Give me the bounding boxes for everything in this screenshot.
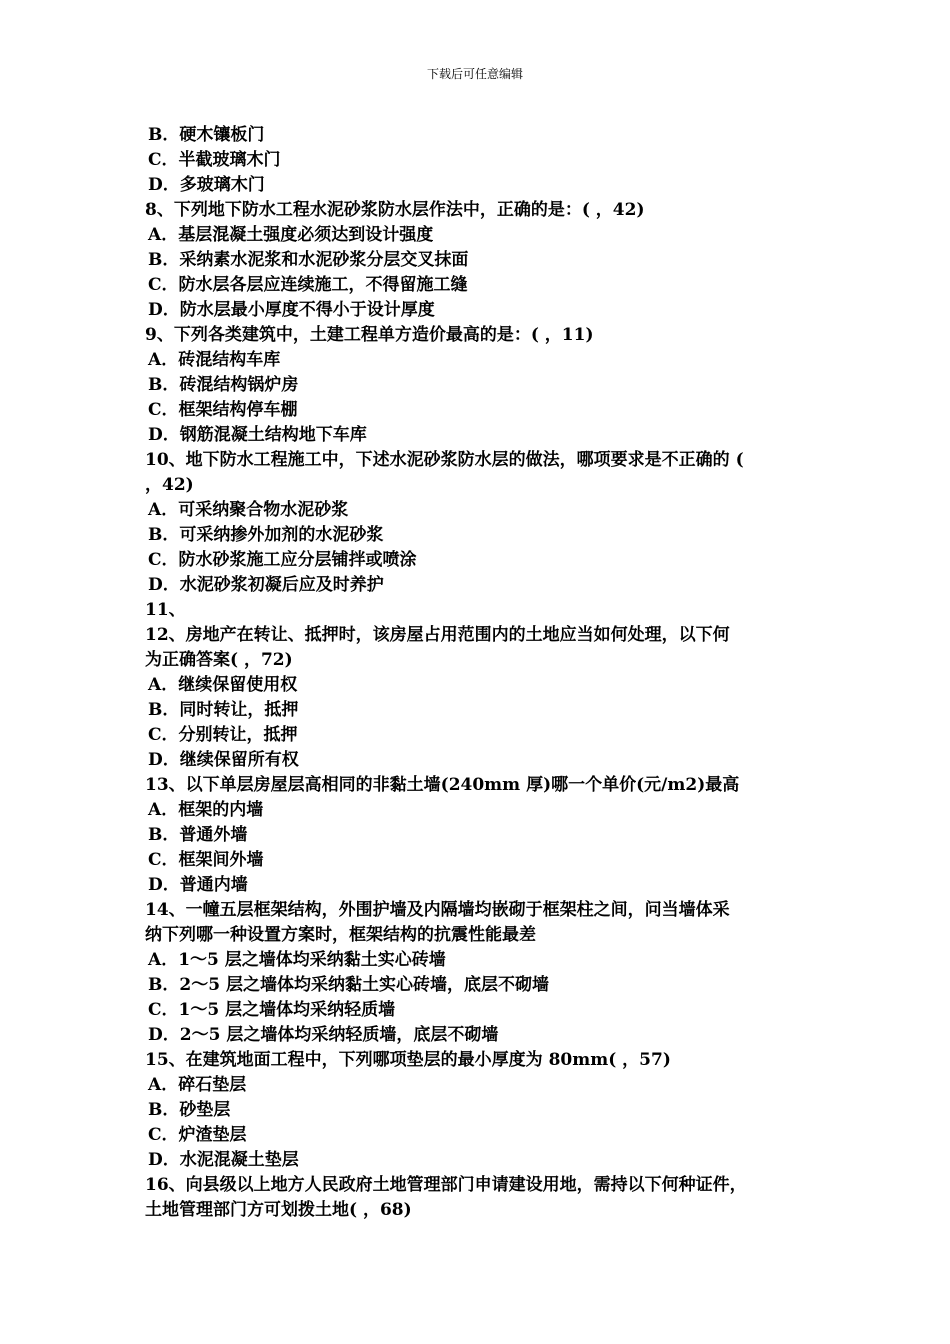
page-header: 下载后可任意编辑 <box>426 67 523 81</box>
question-text: 为正确答案( ，72) <box>145 650 293 670</box>
question-text: 12、房地产在转让、抵押时，该房屋占用范围内的土地应当如何处理，以下何 <box>145 625 730 645</box>
answer-option: B．采纳素水泥浆和水泥砂浆分层交叉抹面 <box>148 250 469 270</box>
question-text: 10、地下防水工程施工中，下述水泥砂浆防水层的做法，哪项要求是不正确的 ( <box>145 450 744 470</box>
question-text: 11、 <box>145 600 186 620</box>
answer-option: B．硬木镶板门 <box>148 125 265 145</box>
question-text: 16、向县级以上地方人民政府土地管理部门申请建设用地，需持以下何种证件， <box>145 1175 747 1195</box>
answer-option: C．炉渣垫层 <box>148 1125 247 1145</box>
answer-option: A．框架的内墙 <box>148 800 264 820</box>
question-text: 土地管理部门方可划拨土地( ，68) <box>145 1200 412 1220</box>
answer-option: D．2～5 层之墙体均采纳轻质墙，底层不砌墙 <box>148 1025 499 1045</box>
question-text: 15、在建筑地面工程中，下列哪项垫层的最小厚度为 80mm( ，57) <box>145 1050 671 1070</box>
question-text: 9、下列各类建筑中，土建工程单方造价最高的是：( ，11) <box>145 325 594 345</box>
answer-option: A．继续保留使用权 <box>148 675 298 695</box>
question-text: ，42) <box>145 475 194 495</box>
answer-option: D．多玻璃木门 <box>148 175 265 195</box>
answer-option: A．1～5 层之墙体均采纳黏土实心砖墙 <box>148 950 446 970</box>
answer-option: A．基层混凝土强度必须达到设计强度 <box>148 225 434 245</box>
answer-option: C．半截玻璃木门 <box>148 150 281 170</box>
answer-option: D．水泥混凝土垫层 <box>148 1150 299 1170</box>
question-text: 13、以下单层房屋层高相同的非黏土墙(240mm 厚)哪一个单价(元/m2)最高 <box>145 775 740 795</box>
document-body <box>145 123 835 1223</box>
question-text: 14、一幢五层框架结构，外围护墙及内隔墙均嵌砌于框架柱之间，问当墙体采 <box>145 900 730 920</box>
answer-option: D．水泥砂浆初凝后应及时养护 <box>148 575 384 595</box>
answer-option: B．同时转让，抵押 <box>148 700 299 720</box>
answer-option: A．碎石垫层 <box>148 1075 247 1095</box>
answer-option: C．框架间外墙 <box>148 850 264 870</box>
answer-option: D．防水层最小厚度不得小于设计厚度 <box>148 300 435 320</box>
answer-option: D．钢筋混凝土结构地下车库 <box>148 425 367 445</box>
answer-option: A．可采纳聚合物水泥砂浆 <box>148 500 349 520</box>
answer-option: B．砖混结构锅炉房 <box>148 375 299 395</box>
answer-option: B．可采纳掺外加剂的水泥砂浆 <box>148 525 384 545</box>
answer-option: D．普通内墙 <box>148 875 248 895</box>
answer-option: A．砖混结构车库 <box>148 350 281 370</box>
answer-option: B．普通外墙 <box>148 825 248 845</box>
answer-option: C．防水层各层应连续施工，不得留施工缝 <box>148 275 468 295</box>
question-text: 8、下列地下防水工程水泥砂浆防水层作法中，正确的是：( ，42) <box>145 200 645 220</box>
answer-option: C．防水砂浆施工应分层铺拌或喷涂 <box>148 550 417 570</box>
question-text: 纳下列哪一种设置方案时，框架结构的抗震性能最差 <box>145 925 536 945</box>
answer-option: D．继续保留所有权 <box>148 750 299 770</box>
answer-option: B．砂垫层 <box>148 1100 231 1120</box>
answer-option: C．分别转让，抵押 <box>148 725 298 745</box>
answer-option: C．框架结构停车棚 <box>148 400 298 420</box>
answer-option: C．1～5 层之墙体均采纳轻质墙 <box>148 1000 396 1020</box>
answer-option: B．2～5 层之墙体均采纳黏土实心砖墙，底层不砌墙 <box>148 975 549 995</box>
